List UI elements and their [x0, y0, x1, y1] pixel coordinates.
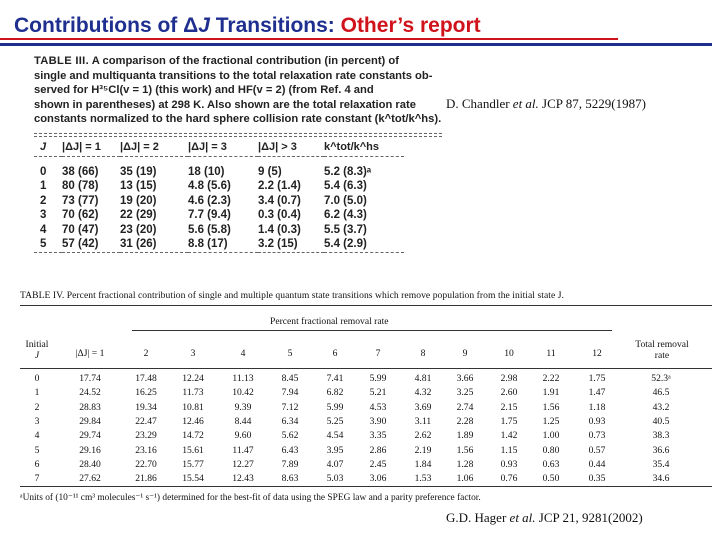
- table-cell: 9.39: [234, 401, 252, 413]
- table-cell: 21.86: [135, 473, 157, 485]
- table-cell: 5.99: [326, 401, 344, 413]
- table-cell: 15.61: [182, 444, 204, 456]
- table-cell: 1.47: [588, 387, 606, 399]
- table-iv-column-header: 2: [143, 348, 149, 359]
- table-iv-column-header: 11: [546, 348, 556, 359]
- table-cell: 2.22: [542, 373, 560, 384]
- table-cell: 73 (77): [62, 194, 99, 207]
- table-cell: 6.82: [326, 387, 344, 399]
- table-iv-column-header: 7: [375, 348, 381, 359]
- table-row: [34, 156, 404, 179]
- table-cell: 8.8 (17): [188, 238, 228, 250]
- table-cell: 1.4 (0.3): [258, 223, 301, 236]
- table-cell: 34.6: [652, 473, 670, 485]
- reference-hager: G.D. Hager et al. JCP 21, 9281(2002): [446, 510, 643, 525]
- table-cell: 70 (62): [62, 209, 99, 221]
- table-cell: 5.21: [369, 387, 387, 399]
- table-cell: 3.69: [414, 401, 432, 413]
- table-iii: [34, 54, 442, 253]
- table-iii-top-rule: [34, 133, 442, 134]
- table-cell: 0: [40, 165, 47, 178]
- table-cell: 2.62: [414, 430, 432, 442]
- table-cell: 3: [40, 209, 47, 221]
- table-cell: 2.74: [456, 401, 474, 413]
- table-cell: 70 (47): [62, 223, 99, 236]
- table-cell: 2.28: [456, 415, 474, 427]
- table-iv-column-header: 4: [240, 348, 246, 359]
- table-iii-header: |ΔJ| = 2: [120, 140, 159, 153]
- table-cell: 36.6: [652, 444, 670, 456]
- table-cell: 2.45: [369, 458, 387, 470]
- table-cell: 4.8 (5.6): [188, 180, 231, 192]
- table-cell: 3: [34, 415, 40, 427]
- table-cell: 5: [40, 238, 47, 250]
- slide-title: Contributions of ΔJ Transitions: Other’s report: [14, 14, 481, 37]
- table-iii-body: [34, 156, 404, 252]
- table-cell: 0.73: [588, 430, 606, 442]
- table-iii-header: J: [40, 140, 47, 153]
- table-cell: 5.25: [326, 415, 344, 427]
- table-cell: 11.47: [232, 444, 254, 456]
- table-cell: 12.43: [232, 473, 254, 485]
- table-cell: 1.89: [456, 430, 474, 442]
- table-cell: 9.60: [234, 430, 252, 442]
- table-cell: 57 (42): [62, 238, 99, 250]
- table-cell: 15.54: [182, 473, 204, 485]
- table-cell: 1.18: [588, 401, 606, 413]
- table-iii-header: k^tot/k^hs: [324, 140, 380, 153]
- table-cell: 5.62: [281, 430, 299, 442]
- table-cell: 12.46: [182, 415, 204, 427]
- table-cell: 0.35: [588, 473, 606, 485]
- table-cell: 31 (26): [120, 238, 157, 250]
- table-cell: 19 (20): [120, 194, 157, 207]
- table-cell: 35 (19): [120, 165, 157, 178]
- table-cell: 3.25: [456, 387, 474, 399]
- table-cell: 1.42: [500, 430, 518, 442]
- table-cell: 0.63: [542, 458, 560, 470]
- table-cell: 1: [34, 387, 40, 399]
- table-cell: 10.42: [232, 387, 254, 399]
- table-cell: 5.4 (2.9): [324, 238, 367, 250]
- table-cell: 3.4 (0.7): [258, 194, 301, 207]
- table-cell: 7.89: [281, 458, 299, 470]
- table-cell: 7.7 (9.4): [188, 209, 231, 221]
- reference-chandler: D. Chandler et al. JCP 87, 5229(1987): [446, 96, 646, 111]
- table-cell: 0.76: [500, 473, 518, 485]
- table-cell: 4.32: [414, 387, 432, 399]
- table-cell: 4.53: [369, 401, 387, 413]
- table-cell: 1.56: [456, 444, 474, 456]
- table-cell: 29.74: [79, 430, 101, 442]
- table-cell: 1.53: [414, 473, 432, 485]
- table-cell: 6: [34, 458, 40, 470]
- table-cell: 38.3: [652, 430, 670, 442]
- table-cell: 0.93: [500, 458, 518, 470]
- table-iii-header-row: [34, 137, 404, 157]
- table-cell: 5.5 (3.7): [324, 223, 367, 236]
- table-cell: 27.62: [79, 473, 101, 485]
- table-cell: 9 (5): [258, 165, 282, 178]
- table-cell: 10.81: [182, 401, 204, 413]
- table-cell: 1.25: [542, 415, 560, 427]
- table-cell: 4.54: [326, 430, 344, 442]
- table-cell: 4: [40, 223, 47, 236]
- table-cell: 3.66: [456, 373, 474, 384]
- table-cell: 1.91: [542, 387, 560, 399]
- table-cell: 22.47: [135, 415, 157, 427]
- table-cell: 2.19: [414, 444, 432, 456]
- table-iv-column-header: 6: [332, 348, 338, 359]
- table-cell: 5.99: [369, 373, 387, 384]
- table-cell: 3.35: [369, 430, 387, 442]
- table-cell: 5: [34, 444, 40, 456]
- table-iv-top-rule: [20, 305, 712, 306]
- table-cell: 23.29: [135, 430, 157, 442]
- table-iv-bottom-rule: [20, 486, 712, 487]
- table-cell: 23.16: [135, 444, 157, 456]
- table-cell: 6.43: [281, 444, 299, 456]
- table-cell: 4: [34, 430, 40, 442]
- table-cell: 4.81: [414, 373, 432, 384]
- table-cell: 2: [40, 194, 47, 207]
- table-cell: 0.3 (0.4): [258, 209, 301, 221]
- table-cell: 28.40: [79, 458, 101, 470]
- table-iv-group-header: Percent fractional removal rate: [270, 316, 389, 327]
- table-iii-header: |ΔJ| = 3: [188, 140, 227, 153]
- table-cell: 2: [34, 401, 40, 413]
- title-underline-blue: [0, 43, 712, 46]
- table-cell: 7.94: [281, 387, 299, 399]
- table-cell: 15.77: [182, 458, 204, 470]
- table-iv-column-header: 10: [504, 348, 514, 359]
- table-cell: 0.57: [588, 444, 606, 456]
- table-cell: 0.50: [542, 473, 560, 485]
- table-cell: 1.56: [542, 401, 560, 413]
- table-cell: 7.41: [326, 373, 344, 384]
- table-cell: 18 (10): [188, 165, 225, 178]
- table-cell: 11.13: [232, 373, 254, 384]
- table-cell: 5.2 (8.3)ᵃ: [324, 165, 372, 178]
- table-cell: 1.28: [456, 458, 474, 470]
- table-cell: 14.72: [182, 430, 204, 442]
- table-cell: 80 (78): [62, 180, 99, 192]
- table-cell: 0: [34, 373, 40, 384]
- table-cell: 1.06: [456, 473, 474, 485]
- table-cell: 1.15: [500, 444, 518, 456]
- table-cell: 3.90: [369, 415, 387, 427]
- table-iv-caption: TABLE IV. Percent fractional contribution of single and multiple quantum state transitions which remove population from the initial state J.: [20, 290, 564, 301]
- table-cell: 5.6 (5.8): [188, 223, 231, 236]
- table-cell: 13 (15): [120, 180, 157, 192]
- table-cell: 16.25: [135, 387, 157, 399]
- table-cell: 4.6 (2.3): [188, 194, 231, 207]
- table-cell: 40.5: [652, 415, 670, 427]
- table-cell: 24.52: [79, 387, 101, 399]
- table-cell: 2.60: [500, 387, 518, 399]
- table-cell: 7: [34, 473, 40, 485]
- table-iv-footnote: ᵃUnits of (10⁻¹¹ cm³ molecules⁻¹ s⁻¹) determined for the best-fit of data using the SPEG law and a parity preference factor.: [20, 493, 481, 503]
- table-cell: 46.5: [652, 387, 670, 399]
- table-cell: 2.98: [500, 373, 518, 384]
- table-iv-column-header: 8: [420, 348, 426, 359]
- table-iv-initial-label: Initial J: [25, 339, 49, 361]
- table-cell: 43.2: [652, 401, 670, 413]
- table-cell: 1.84: [414, 458, 432, 470]
- table-cell: 1.75: [500, 415, 518, 427]
- table-cell: 3.06: [369, 473, 387, 485]
- table-cell: 12.27: [232, 458, 254, 470]
- table-cell: 12.24: [182, 373, 204, 384]
- table-cell: 29.84: [79, 415, 101, 427]
- table-iv-column-header: 12: [592, 348, 602, 359]
- table-cell: 6.34: [281, 415, 299, 427]
- table-row: [34, 208, 404, 223]
- table-row: [34, 194, 404, 209]
- table-cell: 3.2 (15): [258, 238, 298, 250]
- table-cell: 35.4: [652, 458, 670, 470]
- table-iv-group-rule: [132, 330, 612, 331]
- table-cell: 1.75: [588, 373, 606, 384]
- table-cell: 38 (66): [62, 165, 99, 178]
- table-cell: 1: [40, 180, 47, 192]
- table-iv-column-header: |ΔJ| = 1: [75, 348, 105, 359]
- table-cell: 3.11: [414, 415, 432, 427]
- table-cell: 22.70: [135, 458, 157, 470]
- table-cell: 11.73: [182, 387, 204, 399]
- table-cell: 2.86: [369, 444, 387, 456]
- table-iii-grid: [34, 137, 404, 253]
- table-iii-header: |ΔJ| > 3: [258, 140, 297, 153]
- table-cell: 5.4 (6.3): [324, 180, 367, 192]
- table-cell: 0.93: [588, 415, 606, 427]
- title-underline-red: [0, 38, 618, 40]
- table-cell: 4.07: [326, 458, 344, 470]
- table-cell: 2.2 (1.4): [258, 180, 301, 192]
- table-row: [34, 237, 404, 252]
- table-cell: 1.00: [542, 430, 560, 442]
- table-cell: 0.44: [588, 458, 606, 470]
- table-cell: 7.12: [281, 401, 299, 413]
- table-cell: 8.44: [234, 415, 252, 427]
- table-iv-column-header: 5: [287, 348, 293, 359]
- table-cell: 17.48: [135, 373, 157, 384]
- table-cell: 3.95: [326, 444, 344, 456]
- table-iv-header-rule: [20, 368, 712, 369]
- table-iii-header: |ΔJ| = 1: [62, 140, 101, 153]
- table-cell: 5.03: [326, 473, 344, 485]
- table-cell: 17.74: [79, 373, 101, 384]
- table-cell: 22 (29): [120, 209, 157, 221]
- table-iv-column-header: 9: [462, 348, 468, 359]
- table-cell: 6.2 (4.3): [324, 209, 367, 221]
- table-cell: 28.83: [79, 401, 101, 413]
- table-iv-total-label: Total removal rate: [635, 339, 689, 361]
- table-cell: 23 (20): [120, 223, 157, 236]
- table-cell: 7.0 (5.0): [324, 194, 367, 207]
- table-iv-column-header: 3: [190, 348, 196, 359]
- table-cell: 52.3ᵃ: [651, 373, 671, 384]
- table-cell: 19.34: [135, 401, 157, 413]
- table-cell: 8.63: [281, 473, 299, 485]
- table-cell: 2.15: [500, 401, 518, 413]
- table-cell: 29.16: [79, 444, 101, 456]
- table-cell: 0.80: [542, 444, 560, 456]
- table-row: [34, 223, 404, 238]
- table-iii-caption: TABLE III. A comparison of the fractional contribution (in percent) of single and multiquanta transitions to the total relaxation rate constants ob- served for H³⁵Cl(v = 1) (this work) and HF(v = 2) (from Ref. 4 and shown in parentheses) at 298 K. Also shown are the total relaxation rate constants normalized to the hard sphere collision rate constant (k^tot/k^hs).: [34, 55, 442, 125]
- table-row: [34, 179, 404, 194]
- table-cell: 8.45: [281, 373, 299, 384]
